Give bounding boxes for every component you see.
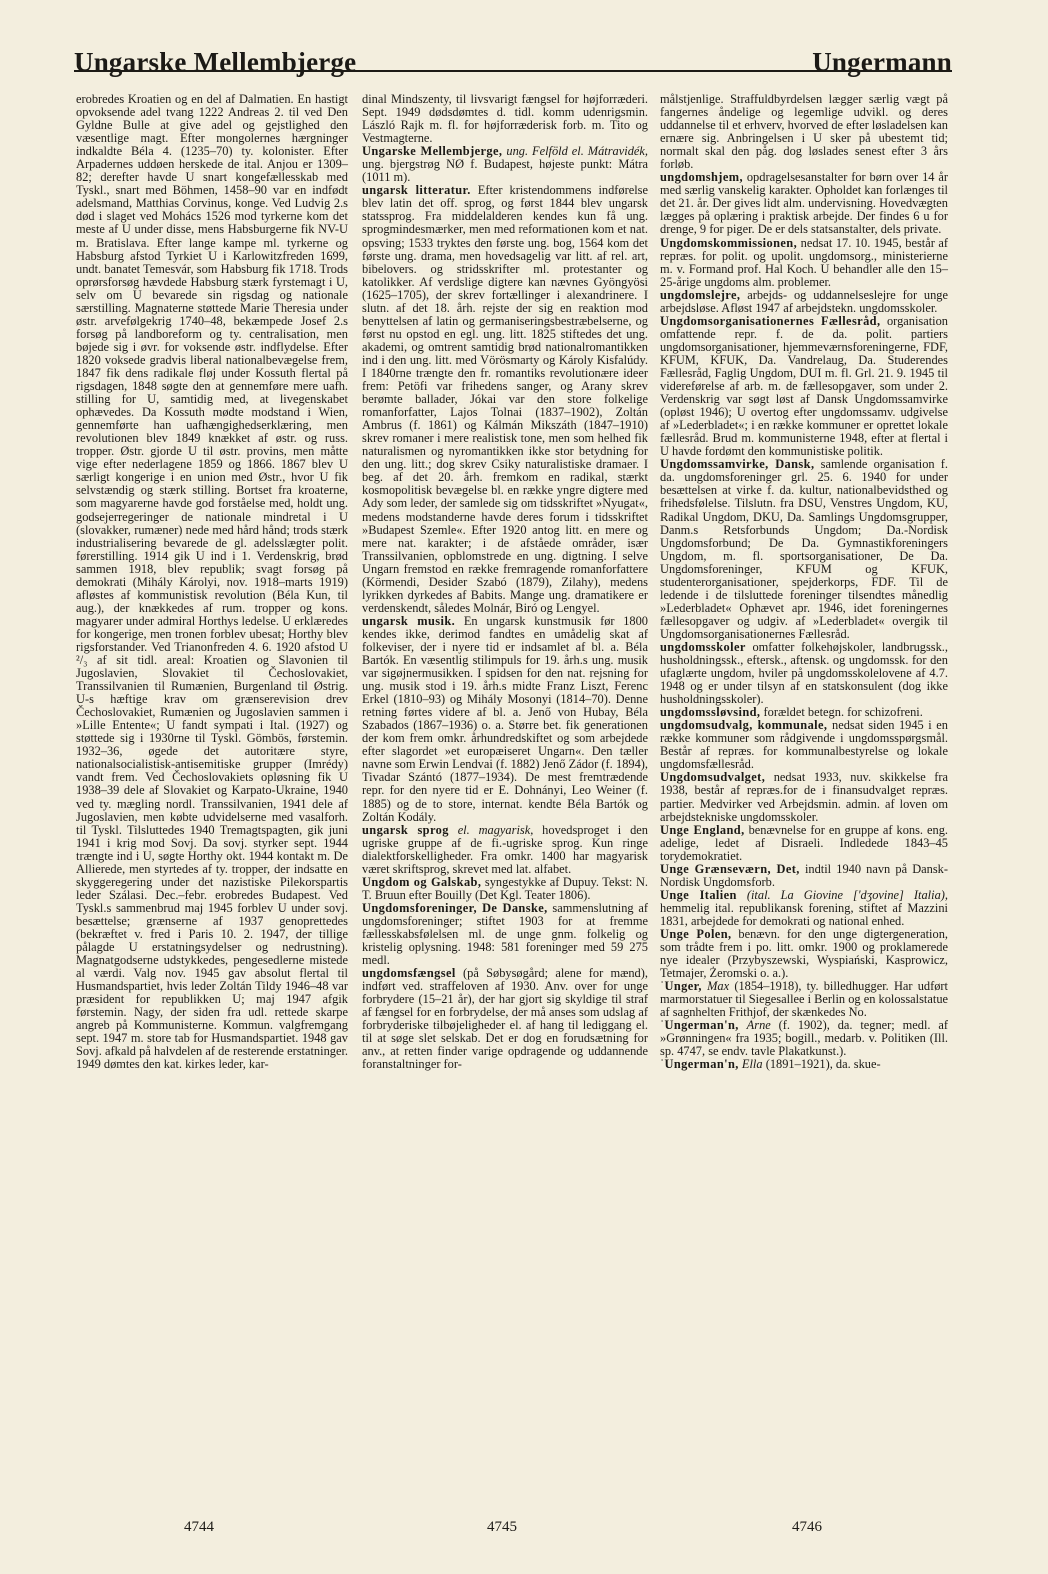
dictionary-entry: [660, 315, 948, 459]
dictionary-entry: [362, 902, 648, 967]
entry-headword: ˈUngerman'n,: [660, 1057, 739, 1072]
entry-headword: Unge England,: [660, 822, 745, 837]
entry-headword: ungdomsudvalg, kommunale,: [660, 718, 828, 733]
dictionary-entry: [660, 641, 948, 706]
column-number-3: 4746: [792, 1519, 822, 1535]
column-1: [76, 93, 348, 1072]
column-3-lead: målstjenlige. Straffuldbyrdelsen lægger særlig vægt på fangernes åndelige og legemlige udvikl. og deres uddannelse til et erhverv, hvorved de efter løsladelsen kan ernære sig. Anbringelsen i U sker på ubestemt tid; normalt skal den påg. dog løslades senest efter 3 års forløb.: [660, 92, 948, 172]
entry-headword: ungarsk litteratur.: [362, 183, 471, 198]
dictionary-entry: [660, 928, 948, 980]
entry-text: indtil 1940 navn på Dansk-Nordisk Ungdomsforb.: [660, 861, 948, 889]
entry-text: benævn. for den unge digtergeneration, som trådte frem i po. litt. omkr. 1900 og proklamerede nye idealer (Przybyszewski, Wyspiański, Kasprowicz, Tetmajer, Żeromski o. a.).: [660, 927, 948, 981]
header-rule: [74, 70, 952, 72]
entry-text: nedsat siden 1945 i en række kommuner som rådgivende i ungdomsspørgsmål. Består af repræs. for kommunalbestyrelse og lokale ungdomsfællesråd.: [660, 718, 948, 772]
entry-headword: Ungdomsforeninger, De Danske,: [362, 900, 548, 915]
entry-text: samlende organisation f. da. ungdomsforeninger grl. 25. 6. 1940 for under besættelsen at virke f. da. kultur, nationalbevidsthed og frihedsfølelse. Tilslutn. fra DSU, Venstres Ungdom, KU, Radikal Ungdom, DKU, Da. Samlings Ungdomsgrupper, Danm.s Retsforbunds Ungdom; Da.-Nordisk Ungdomsforbund; De Da. Gymnastikforeningers Ungdom, m. fl. sportsorganisationer, De Da. Ungdomsforeninger, KFUM og KFUK, studenterorganisationer, spejderkorps, FDF. Til de ledende i de tilsluttede foreninger tilsendtes månedlig »Lederbladet« Ophævet apr. 1946, idet foreningernes fællesopgaver og udgiv. af »Lederbladet« overgik til Ungdomsorganisationernes Fællesråd.: [660, 457, 948, 641]
entry-text: (f. 1902), da. tegner; medl. af »Grønningen« fra 1935; bogill., medarb. v. Politiken (Ill. sp. 4747, se endv. tavle Plakatkunst.).: [660, 1018, 948, 1059]
entry-italic-term: ung. Felföld el. Mátravidék,: [506, 144, 648, 159]
dictionary-entry: [362, 967, 648, 1071]
entry-headword: ungdomslejre,: [660, 287, 741, 302]
entry-headword: ungdomssløvsind,: [660, 705, 761, 720]
dictionary-entry: [660, 980, 948, 1019]
entry-text: nedsat 1933, nuv. skikkelse fra 1938, består af repræs.for de i finansudvalget repræs. partier. Medvirker ved Arbejdsmin. admin. af loven om arbejdstekniske ungdomsskoler.: [660, 770, 948, 824]
entry-headword: Ungdomsudvalget,: [660, 770, 766, 785]
entry-text: syngestykke af Dupuy. Tekst: N. T. Bruun efter Bouilly (Det Kgl. Teater 1806).: [362, 874, 648, 902]
dictionary-entry: [362, 876, 648, 902]
entry-text: ung. bjergstrøg NØ f. Budapest, højeste punkt: Mátra (1011 m).: [362, 157, 648, 185]
entry-text: hovedsproget i den ugriske gruppe af de fi.-ugriske sprog. Kun ringe dialektforskelligheder. Fra omkr. 1400 har magyarisk været skriftsprog, skrevet med lat. alfabet.: [362, 822, 648, 876]
entry-italic-term: Max: [707, 979, 730, 994]
entry-italic-term: Ella: [741, 1057, 763, 1072]
entry-text: nedsat 17. 10. 1945, består af repræs. for polit. og upolit. ungdomsorg., ministerierne m. v. Formand prof. Hal Koch. U behandler alle den 15–25-årige ungdoms alm. problemer.: [660, 235, 948, 289]
entry-headword: ˈUnger,: [660, 979, 702, 994]
dictionary-entry: [660, 863, 948, 889]
dictionary-entry: [362, 145, 648, 184]
entry-italic-term: Arne: [746, 1018, 771, 1033]
entry-text: En ungarsk kunstmusik før 1800 kendes ikke, derimod fandtes en umådelig skat af folkeviser, der i nyere tid er indsamlet af bl. a. Béla Bartók. En væsentlig stilimpuls for 19. årh.s ung. musik var sigøjnermusikken. I spidsen for den nat. rejsning for ung. musik stod i 19. årh.s midte Franz Liszt, Ferenc Erkel (1810–93) og Mihály Mosonyi (1814–70). Denne retning førtes videre af bl. a. Jenő von Hubay, Béla Szabados (1867–1936) o. a. Større bet. fik generationen der kom frem omkr. århundredskiftet og som arbejdede efter slagordet »et europæiseret Ungarn«. Den tæller navne som Erwin Lendvai (f. 1882) Jenő Zádor (f. 1894), Tivadar Szántó (1877–1934). De mest fremtrædende repr. for den nyere tid er E. Dohnányi, Leo Weiner (f. 1885) og de to store, internat. kendte Béla Bartók og Zoltán Kodály.: [362, 613, 648, 824]
entry-headword: Ungdomskommissionen,: [660, 235, 798, 250]
entry-headword: ungarsk musik.: [362, 613, 456, 628]
dictionary-entry: [660, 771, 948, 823]
dictionary-entry: [660, 1058, 948, 1071]
entry-headword: ˈUngerman'n,: [660, 1018, 739, 1033]
column-number-2: 4745: [487, 1519, 517, 1535]
dictionary-entry: [362, 615, 648, 824]
entry-headword: Ungdomssamvirke, Dansk,: [660, 457, 815, 472]
entry-headword: Unge Polen,: [660, 927, 732, 941]
dictionary-entry: [660, 824, 948, 863]
entry-headword: Ungdom og Galskab,: [362, 874, 482, 889]
column-number-1: 4744: [184, 1519, 214, 1535]
entry-text: benævnelse for en gruppe af kons. eng. adelige, ledet af Disraeli. Indledede 1843–45 torydemokratiet.: [660, 822, 948, 863]
column-3: [660, 93, 948, 1072]
header-left-guide-word: Ungarske Mellembjerge: [74, 47, 357, 77]
entry-italic-term: el. magyarisk,: [457, 822, 534, 837]
entry-text: forældet betegn. for schizofreni.: [763, 705, 923, 720]
entry-text: Efter kristendommens indførelse blev latin det off. sprog, og først 1844 blev ungarsk statssprog. Fra middelalderen kendes kun få ung. sprogmindesmærker, men med reformationen kom et nat. opsving; 1533 tryktes den første ung. bog, 1564 kom det første ung. drama, men hovedsagelig var litt. af rel. art, bibelovers. og stridsskrifter ml. protestanter og katolikker. Af verdslige digtere kan nævnes Gyöngyösi (1625–1705), der skrev fortællinger i alexandrinere. I slutn. af det 18. årh. rejste der sig en reaktion mod benyttelsen af latin og germaniseringsbestræbelserne, og først nu opstod en egl. ung. litt. 1825 stiftedes det ung. akademi, og omtrent samtidig brød nationalromantikken ind i den ung. litt. med Vörösmarty og Károly Kisfalúdy. I 1840rne trængte den fr. romantiks revolutionære ideer frem: Petöfi var frihedens sanger, og Arany skrev berømte ballader, Jókai var den store folkelige romanforfatter, Lajos Tolnai (1837–1902), Zoltán Ambrus (f. 1861) og Kálmán Mikszáth (1847–1910) skrev romaner i mere realistisk tone, men som helhed fik naturalismen og nyromantikken ikke stor betydning for den ung. litt.; dog skrev Csiky naturalistiske dramaer. I beg. af det 20. årh. fremkom en radikal, stærkt kosmopolitisk bevægelse bl. en række yngre digtere med Ady som leder, der samlede sig om tidsskriftet »Nyugat«, medens modstanderne havde deres forum i tidsskriftet »Budapest Szemle«. Efter 1920 antog litt. en mere og mere nat. karakter; i de afståede områder, især Transsilvanien, opblomstrede en ung. digtning. I selve Ungarn fremstod en række fremragende romanforfattere (Körmendi, Desider Szabó (1879), Zilahy), medens lyrikken dyrkedes af Babits. Mange ung. dramatikere er verdenskendt, således Molnár, Biró og Lengyel.: [362, 183, 648, 615]
entry-text: sammenslutning af ungdomsforeninger; stiftet 1903 for at fremme fællesskabsfølelsen ml. de unge gnm. folkelig og kristelig oplysning. 1948: 581 foreninger med 59 275 medl.: [362, 900, 648, 968]
column-2-lead: dinal Mindszenty, til livsvarigt fængsel for højforræderi. Sept. 1949 dødsdømtes d. tidl. komm udenrigsmin. László Rajk m. fl. for højforræderisk forb. m. Tito og Vestmagterne.: [362, 92, 648, 146]
entry-text: organisation omfattende repr. f. de da. polit. partiers ungdomsorganisationer, hjemmeværnsforeningerne, FDF, KFUM, KFUK, Da. Vandrelaug, Da. Studerendes Fællesråd, Faglig Ungdom, DUI m. fl. Grl. 21. 9. 1945 til videreførelse af arb. m. de fællesopgaver, som under 2. Verdenskrig var søgt løst af Dansk Ungdomssamvirke (opløst 1946); U overtog efter ungdomssamv. udgivelse af »Lederbladet«; i en række kommuner er oprettet lokale fællesråd. Brud m. kommunisterne 1948, efter at flertal i U havde fordømt den kommunistiske politik.: [660, 313, 948, 459]
entry-text: (på Søbysøgård; alene for mænd), indført ved. straffeloven af 1930. Anv. over for unge forbrydere (15–21 år), der har gjort sig skyldige til straf af fængsel for en forbrydelse, der må anses som udslag af forbryderiske tilbøjeligheder el. af hang til lediggang el. til at søge slet selskab. Det er dog en forudsætning for anv., at retten finder varige opdragende og uddannende foranstaltninger for-: [362, 966, 648, 1072]
header-right-guide-word: Ungermann: [812, 47, 952, 77]
dictionary-entry: [660, 889, 948, 928]
entry-headword: ungdomsfængsel: [362, 966, 456, 981]
entry-headword: Unge Italien: [660, 887, 737, 902]
dictionary-entry: [362, 184, 648, 615]
entry-headword: ungdomsskoler: [660, 639, 746, 654]
entry-text: hemmelig ital. republikansk forening, stiftet af Mazzini 1831, arbejdede for demokrati og national enhed.: [660, 900, 948, 928]
entry-headword: Ungdomsorganisationernes Fællesråd,: [660, 313, 881, 328]
column-2: [362, 93, 648, 1072]
dictionary-entry: [660, 1019, 948, 1058]
entry-text: (1891–1921), da. skue-: [765, 1057, 881, 1072]
dictionary-entry: [362, 824, 648, 876]
entry-headword: Ungarske Mellembjerge,: [362, 144, 503, 159]
entry-text: omfatter folkehøjskoler, landbrugssk., husholdningssk., eftersk., aftensk. og ungdomssk. for den ufaglærte ungdom, hviler på ungdomsskolelovene af 4.7. 1948 og er under tilsyn af en statskonsulent (dog ikke husholdningsskoler).: [660, 639, 948, 707]
dictionary-entry: [660, 289, 948, 315]
dictionary-entry: [660, 237, 948, 289]
dictionary-entry: [660, 719, 948, 771]
column-1-text: erobredes Kroatien og en del af Dalmatien. En hastigt opvoksende adel tvang 1222 Andreas 2. til ved Den Gyldne Bulle at give adel og gejstlighed den væsentlige magt. Efter mongolernes hærgninger indkaldte Béla 4. (1235–70) ty. kolonister. Efter Arpadernes uddøen herskede de ital. Anjou er 1309–82; derefter havde U snart kongefællesskab med Tyskl., snart med Böhmen, 1458–90 var en indfødt adelsmand, Matthias Corvinus, konge. Ved Ludvig 2.s død i slaget ved Mohács 1526 mod tyrkerne kom det meste af U under disse, mens Habsburgerne fik NV-U m. Bratislava. Efter lange kampe ml. tyrkerne og Habsburg afstod Tyrkiet U i Karlowitzfreden 1699, undt. banatet Temesvár, som Habsburg fik 1718. Trods oprørsforsøg hævdede Habsburg stærk fyrstemagt i U, selv om U bevarede sin rigsdag og nationale særstilling. Magnaterne støttede Marie Theresia under østr. arvefølgekrig 1740–48, bekæmpede Josef 2.s forsøg på landboreform og ty. centralisation, men bøjede sig i øvr. for voksende østr. indflydelse. Efter 1820 voksede gradvis liberal nationalbevægelse frem, 1847 fik dens radikale fløj under Kossuth flertal på rigsdagen, 1848 søgte den at gennemføre mere uafh. stilling for U, samtidig med, at livegenskabet ophævedes. Da Kossuth mødte modstand i Wien, gennemførte han uafhængighedserklæring, men revolutionen blev 1849 knækket af østr. og russ. tropper. Østr. gjorde U til østr. provins, men måtte vige efter nederlagene 1859 og 1866. 1867 blev U særligt kongerige i en union med Østr., hvor U fik selvstændig og stærk stilling. Bortset fra kroaterne, som magyarerne havde god forståelse med, holdt ung. godsejerregeringer de nationale mindretal i U (slovakker, rumæner) nede med hård hånd; trods stærk industrialisering bevarede de gl. adelsslægter polit. førerstilling. 1914 gik U ind i 1. Verdenskrig, brød sammen 1918, blev republik; svagt forsøg på demokrati (Mihály Károlyi, nov. 1918–marts 1919) afløstes af kommunistisk revolution (Béla Kun, til aug.), der knækkedes af rum. tropper og kons. magyarer under admiral Horthys ledelse. U erklæredes for kongerige, men tronen forblev ubesat; Horthy blev rigsforstander. Ved Trianonfreden 4. 6. 1920 afstod U ²/₃ af sit tidl. areal: Kroatien og Slavonien til Jugoslavien, Slovakiet til Čechoslovakiet, Transsilvanien til Rumænien, Burgenland til Østrig. U-s hæftige krav om grænserevision drev Čechoslovakiet, Rumænien og Jugoslavien sammen i »Lille Entente«; U fandt sympati i Ital. (1927) og støttede sig i 1930rne til Tyskl. Gömbös, førstemin. 1932–36, øgede det autoritære styre, nationalsocialistisk-antisemitiske grupper (Imrédy) vandt frem. Ved Čechoslovakiets opløsning fik U 1938–39 dele af Slovakiet og Karpato-Ukraine, 1940 ved ty. mægling nordl. Transsilvanien, 1941 dele af Jugoslavien, men købte udvidelserne med vasalforh. til Tyskl. Tilsluttedes 1940 Tremagtspagten, gik juni 1941 i krig mod Sovj. Da sovj. styrker sept. 1944 trængte ind i U, søgte Horthy okt. 1944 kontakt m. De Allierede, men styrtedes af ty. tropper, der indsatte en skyggeregering under det nazistiske Pilekorspartis leder Szálasi. Dec.–febr. erobredes Budapest. Ved Tyskl.s sammenbrud maj 1945 forblev U under sovj. besættelse; grænserne af 1937 genoprettedes (bekræftet v. fred i Paris 10. 2. 1947, der tillige pålagde U erstatningsydelser og nedrustning). Magnatgodserne udstykkedes, pengesedlerne mistede al værdi. Valg nov. 1945 gav absolut flertal til Husmandspartiet, hvis leder Zoltán Tildy 1946–48 var præsident for republikken U; maj 1947 afgik førstemin. Nagy, der siden fra udl. rettede skarpe angreb på Kommunisterne. Kommun. valgfremgang sept. 1947 m. store tab for Husmandspartiet. 1948 gav Sovj. afkald på halvdelen af de resterende erstatninger. 1949 dømtes den kat. kirkes leder, kar-: [76, 92, 348, 1072]
entry-italic-term: (ital. La Giovine ['dʒovine] Italia),: [746, 887, 948, 902]
entry-headword: ungdomshjem,: [660, 170, 743, 185]
dictionary-entry: [660, 171, 948, 236]
entry-text: opdragelsesanstalter for børn over 14 år med særlig vanskelig karakter. Opholdet kan forlænges til det 21. år. Der gives lidt alm. undervisning. Hovedvægten lægges på oplæring i praktisk arbejde. Der findes 6 u for drenge, 9 for piger. De er dels statsanstalter, dels private.: [660, 170, 948, 237]
entry-text: (1854–1918), ty. billedhugger. Har udført marmorstatuer til Siegesallee i Berlin og en kolossalstatue af sagnhelten Frithjof, der skænkedes No.: [660, 979, 949, 1020]
entry-text: arbejds- og uddannelseslejre for unge arbejdsløse. Afløst 1947 af arbejdstekn. ungdomsskoler.: [660, 287, 948, 315]
column-3-entries: [660, 171, 948, 1071]
column-2-entries: [362, 145, 648, 1071]
entry-headword: ungarsk sprog: [362, 822, 449, 837]
entry-headword: Unge Grænseværn, Det,: [660, 861, 800, 876]
dictionary-entry: [660, 458, 948, 641]
